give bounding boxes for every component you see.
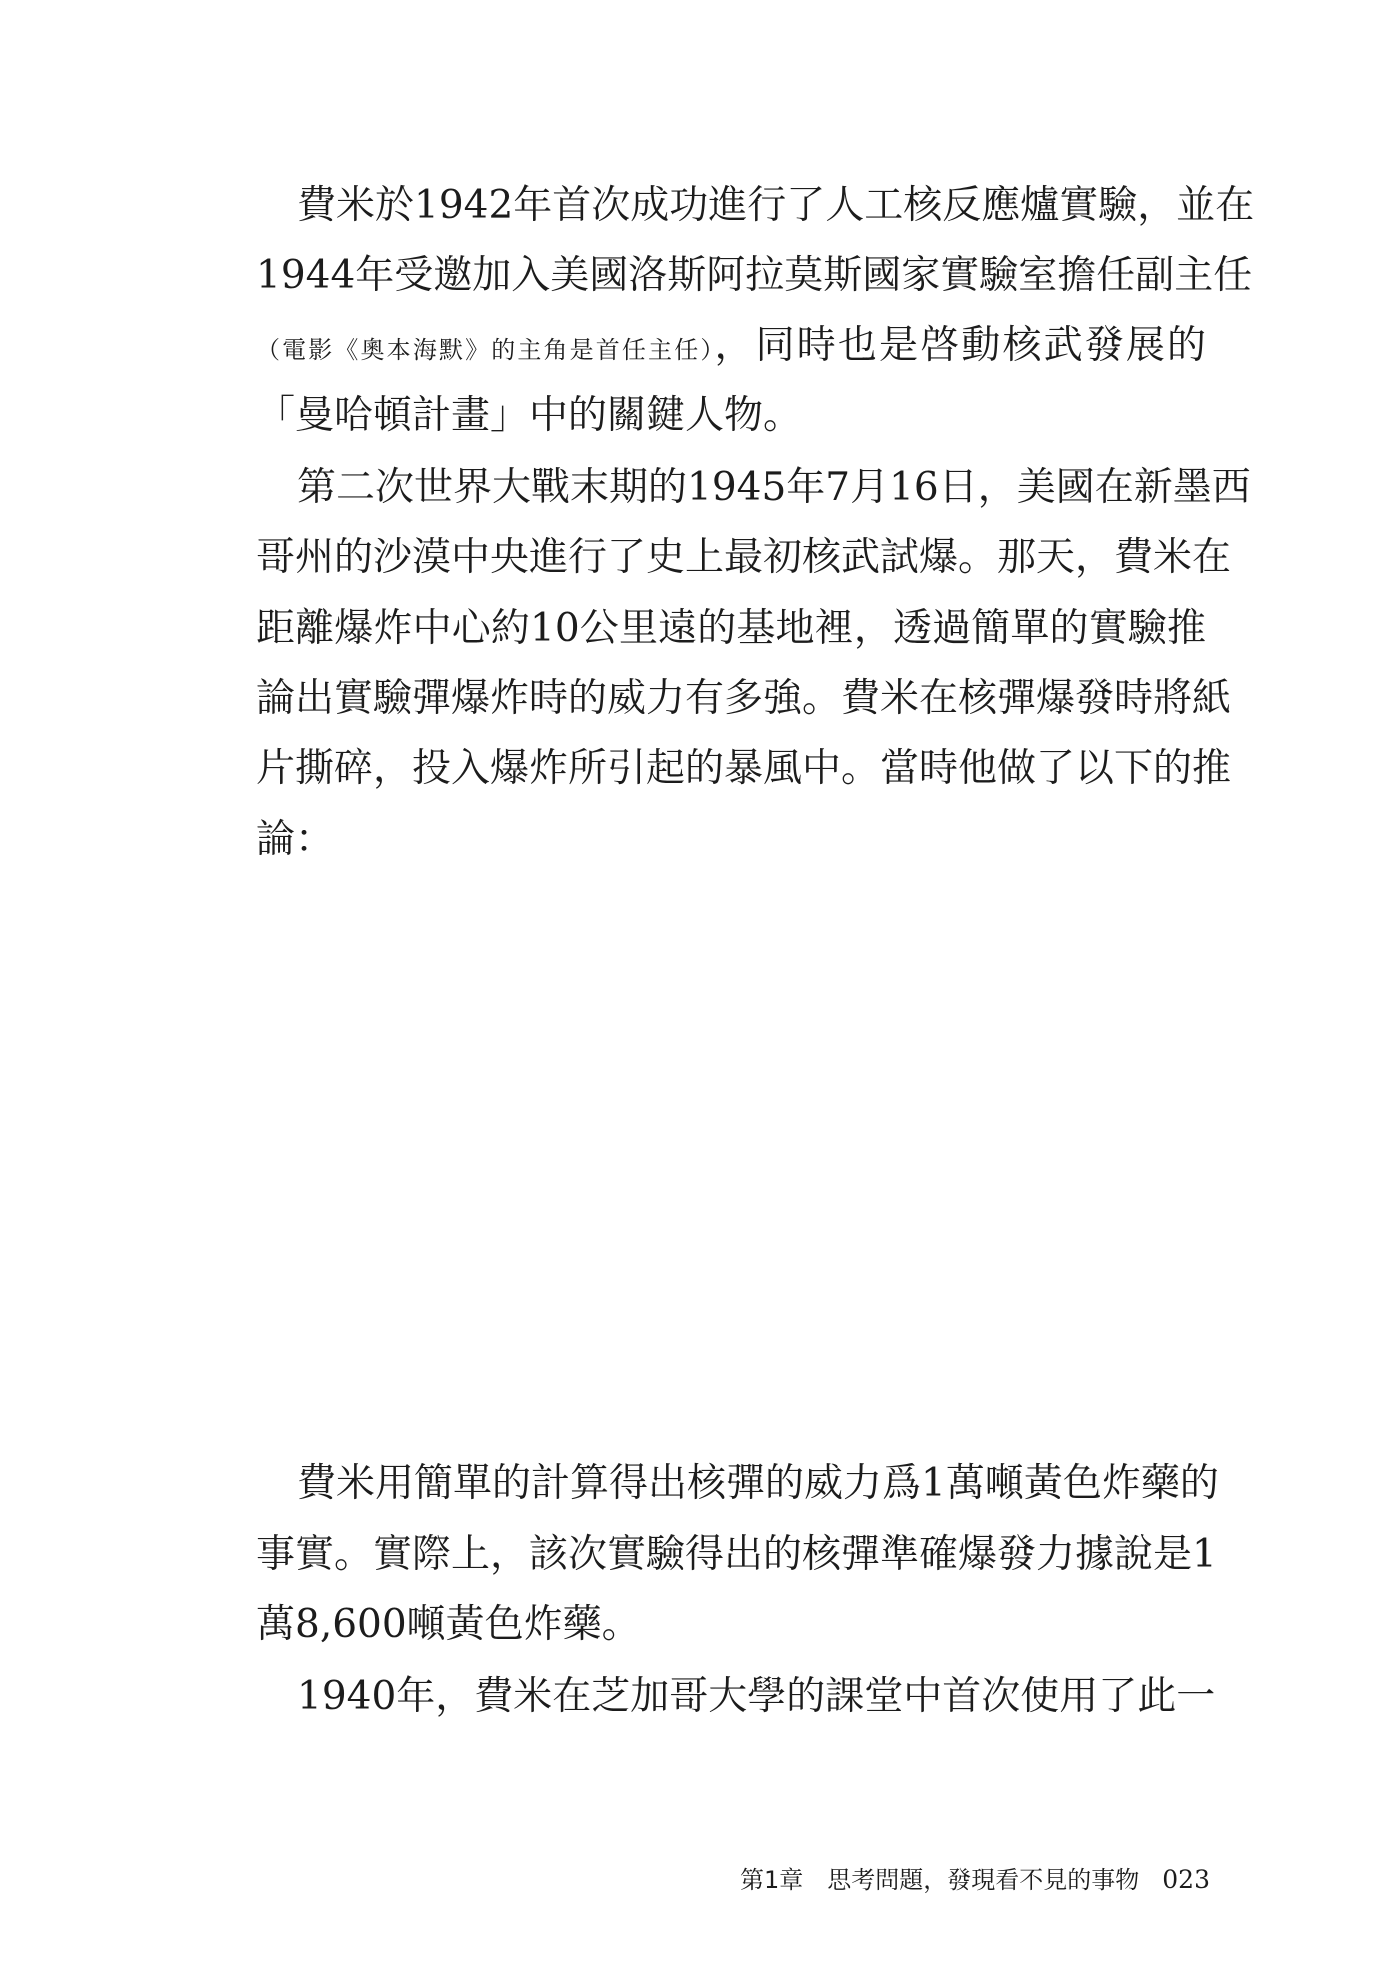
body-line-text: ，同時也是啓動核武發展的 xyxy=(714,323,1206,368)
page-footer xyxy=(740,1860,1210,1900)
quote-line xyxy=(256,1244,1206,1294)
quote-line xyxy=(256,1033,1206,1083)
body-line: 距離爆炸中心約10公里遠的基地裡，透過簡單的實驗推 xyxy=(256,606,1206,651)
body-line: 片撕碎，投入爆炸所引起的暴風中。當時他做了以下的推 xyxy=(256,746,1232,791)
body-line: 第二次世界大戰末期的1945年7月16日，美國在新墨西 xyxy=(297,465,1251,510)
quote-line xyxy=(256,962,1206,1012)
page-number: 023 xyxy=(1162,1865,1210,1894)
body-line: 事實。實際上，該次實驗得出的核彈準確爆發力據說是1 xyxy=(256,1532,1217,1577)
quote-line xyxy=(256,1314,1206,1364)
body-line: 1944年受邀加入美國洛斯阿拉莫斯國家實驗室擔任副主任 xyxy=(256,253,1253,298)
quote-line xyxy=(256,1103,1206,1153)
body-line: 1940年，費米在芝加哥大學的課堂中首次使用了此一 xyxy=(297,1674,1216,1719)
body-line: 「曼哈頓計畫」中的關鍵人物。 xyxy=(256,393,803,438)
body-line: 費米用簡單的計算得出核彈的威力爲1萬噸黃色炸藥的 xyxy=(297,1461,1219,1506)
parenthetical-note: （電影《奧本海默》的主角是首任主任） xyxy=(256,336,715,364)
body-line: 費米於1942年首次成功進行了人工核反應爐實驗，並在 xyxy=(297,183,1255,228)
body-line: 論出實驗彈爆炸時的威力有多強。費米在核彈爆發時將紙 xyxy=(256,676,1232,721)
body-line: 哥州的沙漠中央進行了史上最初核武試爆。那天，費米在 xyxy=(256,535,1232,580)
chapter-title: 第1章 思考問題，發現看不見的事物 xyxy=(740,1866,1140,1894)
body-line xyxy=(256,321,1206,371)
quote-line xyxy=(256,1173,1206,1223)
body-line: 萬8,600噸黃色炸藥。 xyxy=(256,1602,641,1647)
body-line: 論： xyxy=(256,817,335,862)
